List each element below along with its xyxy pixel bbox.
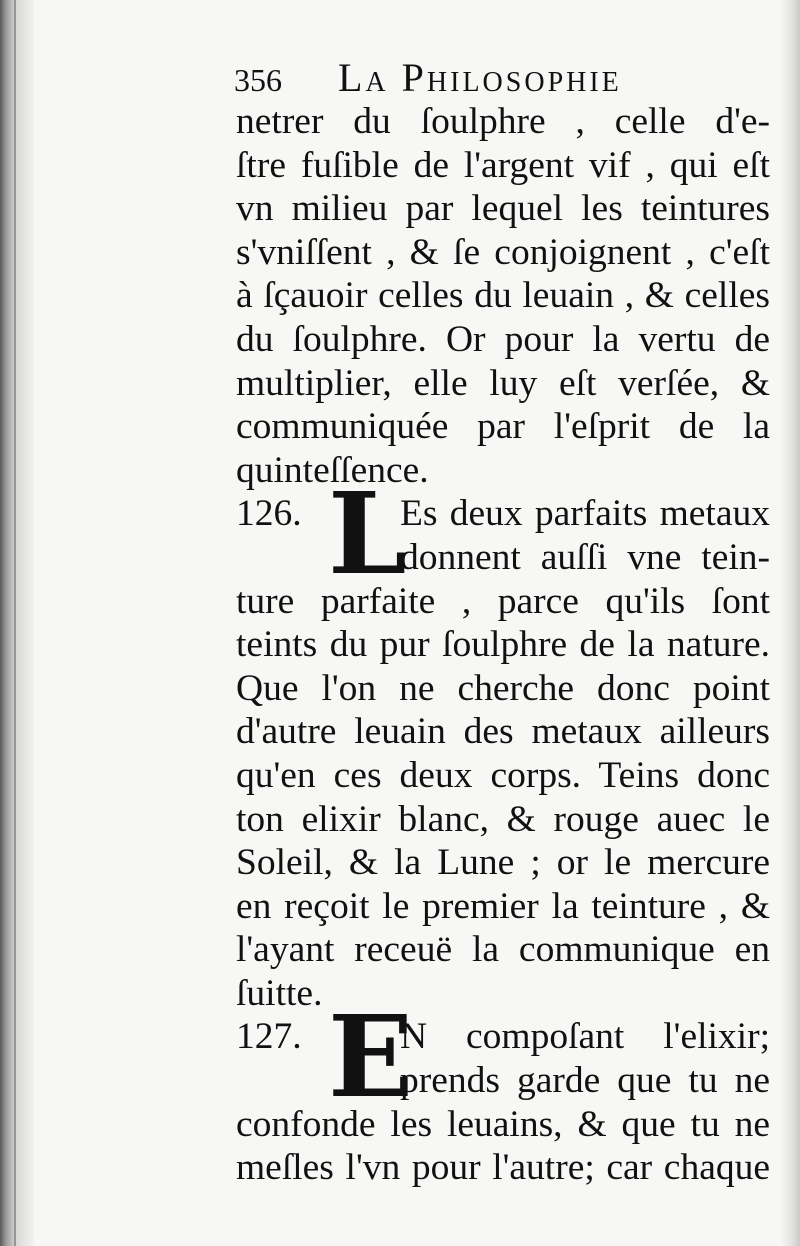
text-line: du ſoulphre. Or pour la vertu de: [236, 318, 770, 360]
text-line: netrer du ſoulphre , celle d'e-: [236, 101, 770, 142]
text-line: donnent auſſi vne tein-: [400, 536, 770, 578]
text-line: ton elixir blanc, & rouge auec le: [236, 798, 770, 840]
paragraph-125-continuation: [236, 100, 770, 492]
text-line: Que l'on ne cherche donc point: [236, 667, 770, 709]
text-line: s'vniſſent , & ſe conjoignent , c'eſt: [236, 231, 770, 273]
text-line: quinteſſence.: [236, 449, 429, 491]
text-line: ture parfaite , parce qu'ils ſont: [236, 580, 770, 622]
text-line: meſles l'vn pour l'autre; car chaque: [236, 1147, 770, 1189]
text-line: communiquée par l'eſprit de la: [236, 406, 770, 448]
body-text: [236, 100, 770, 1190]
text-line: Soleil, & la Lune ; or le mercure: [236, 842, 770, 884]
text-line: ſuitte.: [236, 972, 323, 1014]
text-line: vn milieu par lequel les teintures: [236, 188, 770, 230]
drop-capital: E: [328, 992, 414, 1124]
paragraph-number: 126.: [236, 493, 302, 535]
text-line: teints du pur ſoulphre de la nature.: [236, 624, 770, 666]
text-line: multiplier, elle luy eſt verſée, &: [236, 362, 770, 404]
text-line: qu'en ces deux corps. Teins donc: [236, 754, 770, 796]
text-line: Es deux parfaits metaux: [400, 493, 770, 535]
drop-capital: L: [328, 469, 407, 601]
text-line: ſtre fuſible de l'argent vif , qui eſt: [236, 144, 770, 186]
binding-crease: [14, 0, 16, 1246]
text-line: d'autre leuain des metaux ailleurs: [236, 711, 770, 753]
text-line: en reçoit le premier la teinture , &: [236, 885, 770, 927]
text-line: l'ayant receuë la communique en: [236, 929, 770, 971]
binding-gutter: [0, 0, 34, 1246]
text-line: prends garde que tu ne: [400, 1060, 770, 1102]
text-line: N compoſant l'elixir;: [400, 1016, 770, 1058]
text-line: confonde les leuains, & que tu ne: [236, 1103, 770, 1145]
running-header: [234, 48, 754, 98]
text-line: à ſçauoir celles du leuain , & celles: [236, 275, 770, 317]
page-edge: [780, 0, 800, 1246]
page-number: 356: [234, 62, 282, 98]
paragraph-number: 127.: [236, 1016, 302, 1058]
running-title: La Philosophie: [338, 55, 622, 100]
